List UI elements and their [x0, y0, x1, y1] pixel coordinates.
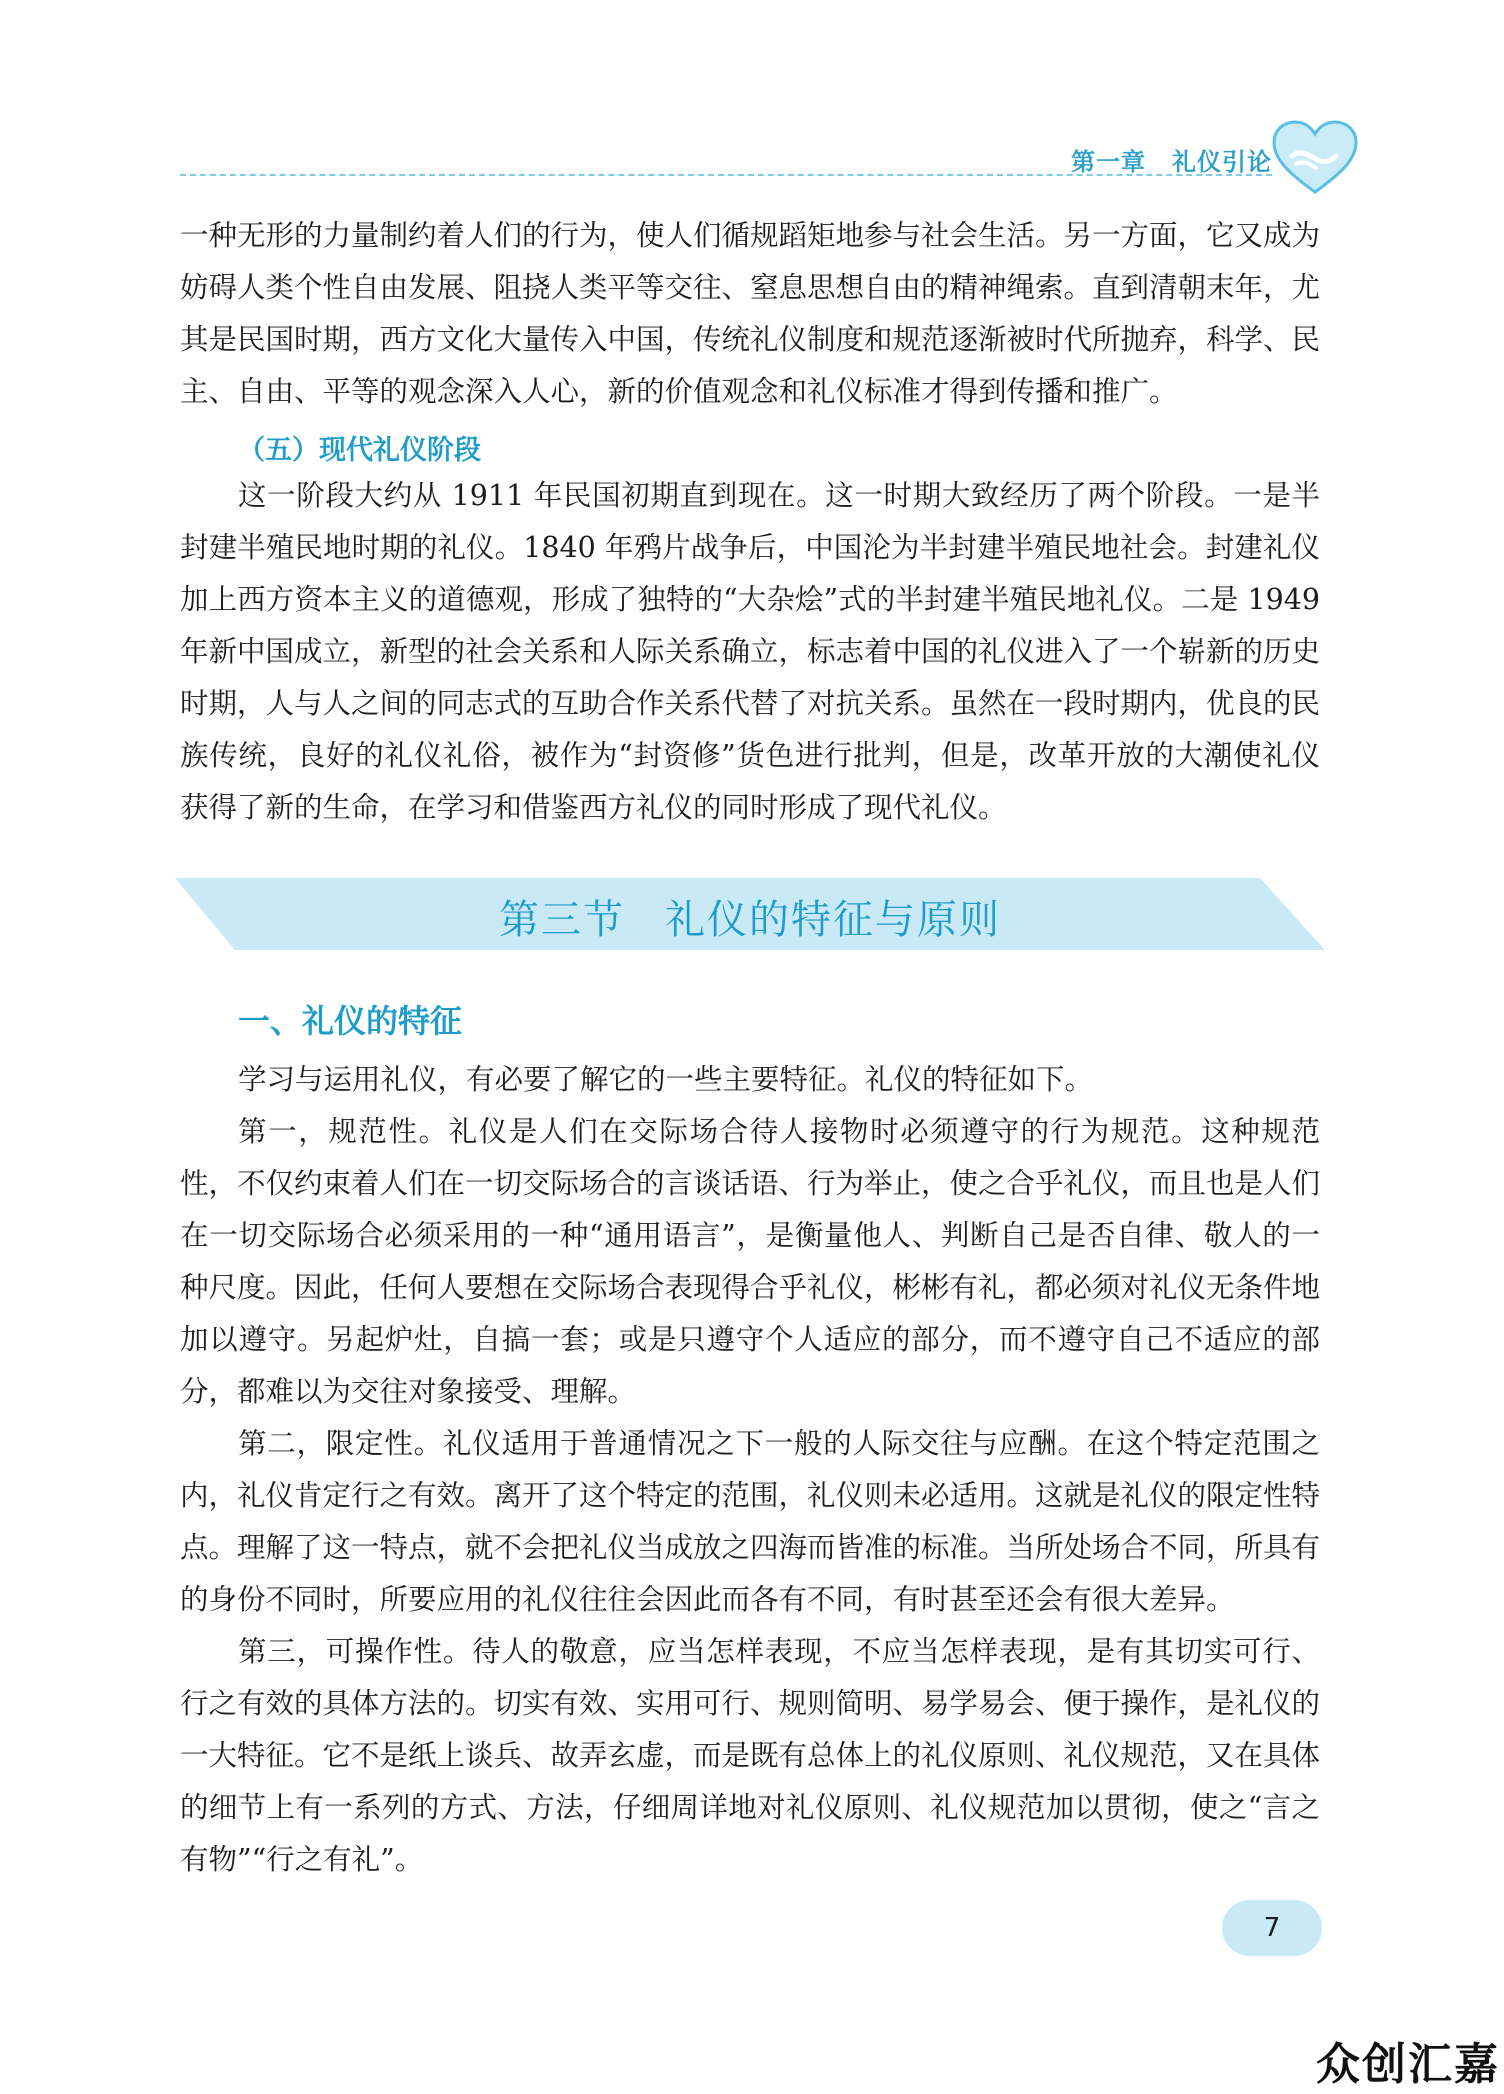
subsection-title: （五）现代礼仪阶段: [238, 435, 481, 466]
heart-handshake-icon: [1270, 118, 1360, 198]
section-name: 礼仪的特征与原则: [665, 897, 1001, 943]
section-title: [175, 888, 1325, 945]
heading-characteristics: 一、礼仪的特征: [238, 1002, 463, 1040]
page-number: 7: [1263, 1913, 1281, 1943]
section-banner: [175, 878, 1325, 950]
header-text: [1071, 142, 1272, 177]
watermark-logo: 众创汇嘉: [1316, 2039, 1500, 2090]
paragraph-normative: 第一，规范性。礼仪是人们在交际场合待人接物时必须遵守的行为规范。这种规范性，不仅约束着人们在一切交际场合的言谈话语、行为举止，使之合乎礼仪，而且也是人们在一切交际场合必须采用的一种“通用语言”，是衡量他人、判断自己是否自律、敬人的一种尺度。因此，任何人要想在交际场合表现得合乎礼仪，彬彬有礼，都必须对礼仪无条件地加以遵守。另起炉灶，自搞一套；或是只遵守个人适应的部分，而不遵守自己不适应的部分，都难以为交往对象接受、理解。: [180, 1115, 1321, 1408]
paragraph-continued: 一种无形的力量制约着人们的行为，使人们循规蹈矩地参与社会生活。另一方面，它又成为妨碍人类个性自由发展、阻挠人类平等交往、窒息思想自由的精神绳索。直到清朝末年，尤其是民国时期，西方文化大量传入中国，传统礼仪制度和规范逐渐被时代所抛弃，科学、民主、自由、平等的观念深入人心，新的价值观念和礼仪标准才得到传播和推广。: [180, 219, 1321, 408]
subsection-paragraph: 这一阶段大约从 1911 年民国初期直到现在。这一时期大致经历了两个阶段。一是半封建半殖民地时期的礼仪。1840 年鸦片战争后，中国沦为半封建半殖民地社会。封建礼仪加上西方资本主义的道德观，形成了独特的“大杂烩”式的半封建半殖民地礼仪。二是 1949 年新中国成立，新型的社会关系和人际关系确立，标志着中国的礼仪进入了一个崭新的历史时期，人与人之间的同志式的互助合作关系代替了对抗关系。虽然在一段时期内，优良的民族传统，良好的礼仪礼俗，被作为“封资修”货色进行批判，但是，改革开放的大潮使礼仪获得了新的生命，在学习和借鉴西方礼仪的同时形成了现代礼仪。: [180, 479, 1321, 824]
running-header: [180, 118, 1360, 178]
header-divider: [180, 174, 1272, 176]
section-number: 第三节: [499, 897, 625, 943]
chapter-number: 第一章: [1071, 148, 1146, 176]
paragraph-limited: 第二，限定性。礼仪适用于普通情况之下一般的人际交往与应酬。在这个特定范围之内，礼仪肯定行之有效。离开了这个特定的范围，礼仪则未必适用。这就是礼仪的限定性特点。理解了这一特点，就不会把礼仪当成放之四海而皆准的标准。当所处场合不同，所具有的身份不同时，所要应用的礼仪往往会因此而各有不同，有时甚至还会有很大差异。: [180, 1427, 1321, 1616]
page-number-badge: [1222, 1900, 1322, 1956]
paragraph-operable: 第三，可操作性。待人的敬意，应当怎样表现，不应当怎样表现，是有其切实可行、行之有效的具体方法的。切实有效、实用可行、规则简明、易学易会、便于操作，是礼仪的一大特征。它不是纸上谈兵、故弄玄虚，而是既有总体上的礼仪原则、礼仪规范，又在具体的细节上有一系列的方式、方法，仔细周详地对礼仪原则、礼仪规范加以贯彻，使之“言之有物”“行之有礼”。: [180, 1635, 1321, 1876]
paragraph-intro: 学习与运用礼仪，有必要了解它的一些主要特征。礼仪的特征如下。: [238, 1063, 1094, 1096]
chapter-title: 礼仪引论: [1172, 148, 1272, 176]
